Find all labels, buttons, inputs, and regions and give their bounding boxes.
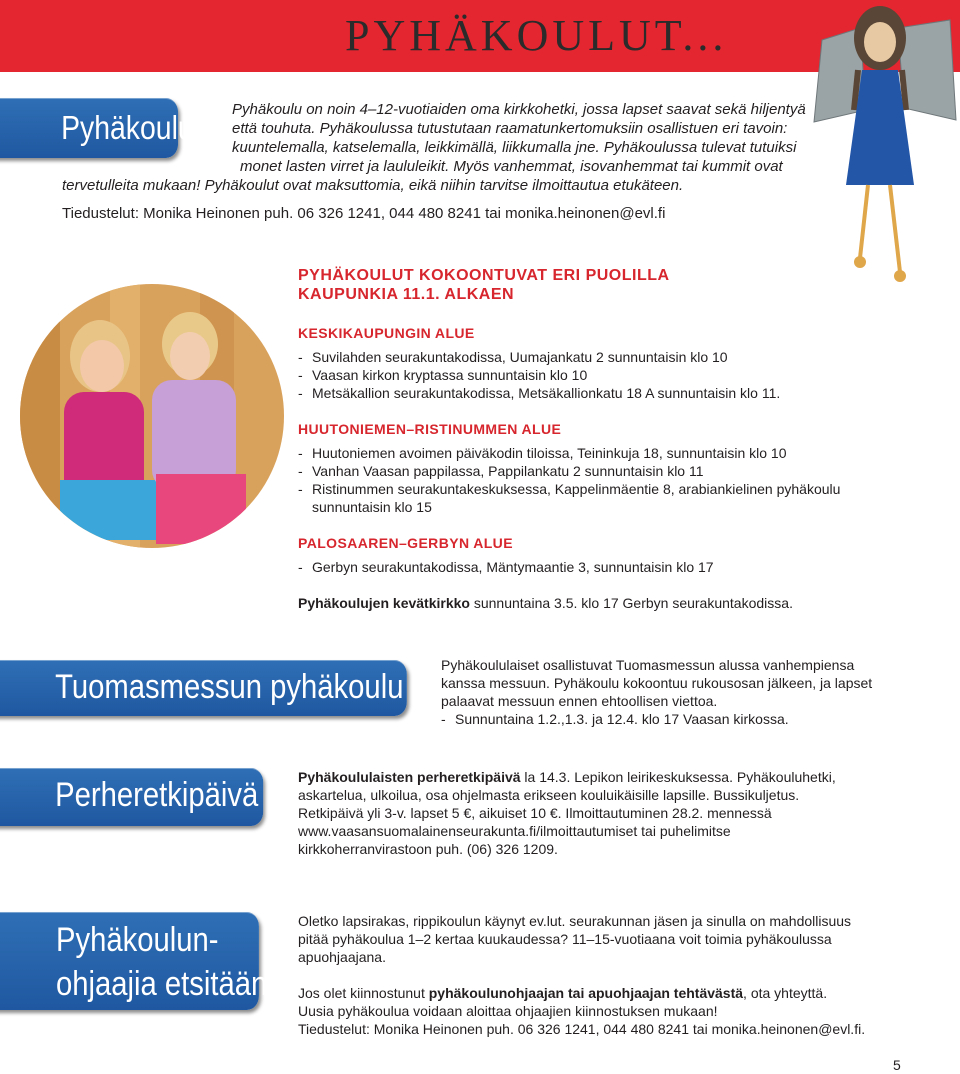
text-line: www.vaasansuomalainenseurakunta.fi/ilmoittautumiset tai puhelimitse [298, 823, 731, 839]
area-heading: HUUTONIEMEN–RISTINUMMEN ALUE [298, 421, 562, 437]
tab-line: ohjaajia etsitään [55, 965, 268, 1003]
text-line: palaavat messuun ennen ehtoollisen viettoa. [441, 693, 718, 709]
intro-line: tervetulleita mukaan! Pyhäkoulut ovat maksuttomia, eikä niihin tarvitse ilmoittautua etukäteen. [62, 177, 684, 194]
spring-church-rest: sunnuntaina 3.5. klo 17 Gerbyn seurakuntakodissa. [469, 595, 793, 611]
text-line [298, 984, 938, 1002]
intro-text-cont [240, 157, 830, 176]
text-line: Oletko lapsirakas, rippikoulun käynyt ev.lut. seurakunnan jäsen ja sinulla on mahdollisuus [298, 913, 852, 929]
area-list [298, 558, 858, 576]
list-item: - Ristinummen seurakuntakeskuksessa, Kappelinmäentie 8, arabiankielinen pyhäkoulu sunnuntaisin klo 15 [298, 480, 888, 516]
list-item: - Suvilahden seurakuntakodissa, Uumajankatu 2 sunnuntaisin klo 10 [298, 348, 858, 366]
intro-line: monet lasten virret ja laululeikit. Myös vanhemmat, isovanhemmat tai kummit ovat [240, 158, 783, 175]
list-item: - Sunnuntaina 1.2.,1.3. ja 12.4. klo 17 Vaasan kirkossa. [441, 710, 941, 728]
section-tab-label [56, 918, 267, 1006]
meeting-section [298, 266, 858, 612]
children-photo [20, 284, 284, 548]
section-tab-ohjaajat [0, 912, 268, 1010]
contact-line: Tiedustelut: Monika Heinonen puh. 06 326 1241, 044 480 8241 tai monika.heinonen@evl.fi [62, 205, 666, 222]
text-line [298, 768, 938, 786]
tuomasmessu-text [441, 656, 941, 728]
list-item: - Metsäkallion seurakuntakodissa, Metsäkallionkatu 18 A sunnuntaisin klo 11. [298, 384, 858, 402]
spring-church-bold: Pyhäkoulujen kevätkirkko [298, 595, 470, 611]
area-heading: PALOSAAREN–GERBYN ALUE [298, 535, 513, 551]
dates-list [441, 710, 941, 728]
meeting-headline: PYHÄKOULUT KOKOONTUVAT ERI PUOLILLA [298, 267, 670, 284]
tab-line: Pyhäkoulun- [55, 921, 219, 959]
ohjaajat-bold: pyhäkoulunohjaajan tai apuohjaajan tehtävästä [428, 985, 744, 1001]
ohjaajat-text [298, 912, 938, 1038]
text-line: Retkipäivä yli 3-v. lapset 5 €, aikuiset 10 €. Ilmoittautuminen 28.2. mennessä [298, 805, 772, 821]
section-tab-label: Pyhäkoulut [61, 109, 202, 146]
text-span: Jos olet kiinnostunut [298, 985, 429, 1001]
perheretki-text [298, 768, 938, 858]
text-line: askartelua, ulkoilua, osa ohjelmasta erikseen kouluikäisille lapsille. Bussikuljetus. [298, 787, 800, 803]
list-item: - Vanhan Vaasan pappilassa, Pappilankatu 2 sunnuntaisin klo 11 [298, 462, 898, 480]
text-span: , ota yhteyttä. [743, 985, 828, 1001]
page-number: 5 [893, 1057, 901, 1073]
intro-line: että touhuta. Pyhäkoulussa tutustutaan raamatunkertomuksiin osallistuen eri tavoin: [232, 120, 788, 137]
intro-line: kuuntelemalla, katselemalla, leikkimällä, liikkumalla jne. Pyhäkoulussa tulevat tutuiksi [232, 139, 797, 156]
area-list [298, 348, 858, 402]
text-line: kanssa messuun. Pyhäkoulu kokoontuu rukousosan jälkeen, ja lapset [441, 675, 873, 691]
perheretki-bold: Pyhäkoululaisten perheretkipäivä [298, 769, 521, 785]
perheretki-rest: la 14.3. Lepikon leirikeskuksessa. Pyhäkouluhetki, [520, 769, 836, 785]
list-item: - Vaasan kirkon kryptassa sunnuntaisin klo 10 [298, 366, 858, 384]
list-item: - Huutoniemen avoimen päiväkodin tiloissa, Teininkuja 18, sunnuntaisin klo 10 [298, 444, 898, 462]
text-line: kirkkoherranvirastoon puh. (06) 326 1209. [298, 841, 558, 857]
intro-text-last [62, 176, 822, 195]
section-tab-tuomasmessu [0, 660, 407, 716]
section-tab-perheretki [0, 768, 263, 826]
section-tab-pyhakoulut [0, 98, 202, 158]
spring-church-line [298, 594, 918, 612]
text-line: Pyhäkoululaiset osallistuvat Tuomasmessun alussa vanhempiensa [441, 657, 855, 673]
section-tab-label: Perheretkipäivä [55, 776, 259, 814]
text-line: Tiedustelut: Monika Heinonen puh. 06 326 1241, 044 480 8241 tai monika.heinonen@evl.fi. [298, 1021, 866, 1037]
list-item: - Gerbyn seurakuntakodissa, Mäntymaantie 3, sunnuntaisin klo 17 [298, 558, 858, 576]
page-title: PYHÄKOULUT... [345, 11, 728, 60]
text-line: Uusia pyhäkoulua voidaan aloittaa ohjaajien kiinnostuksen mukaan! [298, 1003, 718, 1019]
text-line: apuohjaajana. [298, 949, 386, 965]
meeting-headline: KAUPUNKIA 11.1. ALKAEN [298, 286, 515, 303]
area-list [298, 444, 898, 516]
intro-text [232, 100, 832, 157]
intro-line: Pyhäkoulu on noin 4–12-vuotiaiden oma kirkkohetki, jossa lapset saavat sekä hiljentyä [232, 101, 806, 118]
section-tab-label: Tuomasmessun pyhäkoulu [55, 668, 404, 706]
area-heading: KESKIKAUPUNGIN ALUE [298, 325, 475, 341]
text-line: pitää pyhäkoulua 1–2 kertaa kuukaudessa? 11–15-vuotiaana voit toimia pyhäkoulussa [298, 931, 832, 947]
